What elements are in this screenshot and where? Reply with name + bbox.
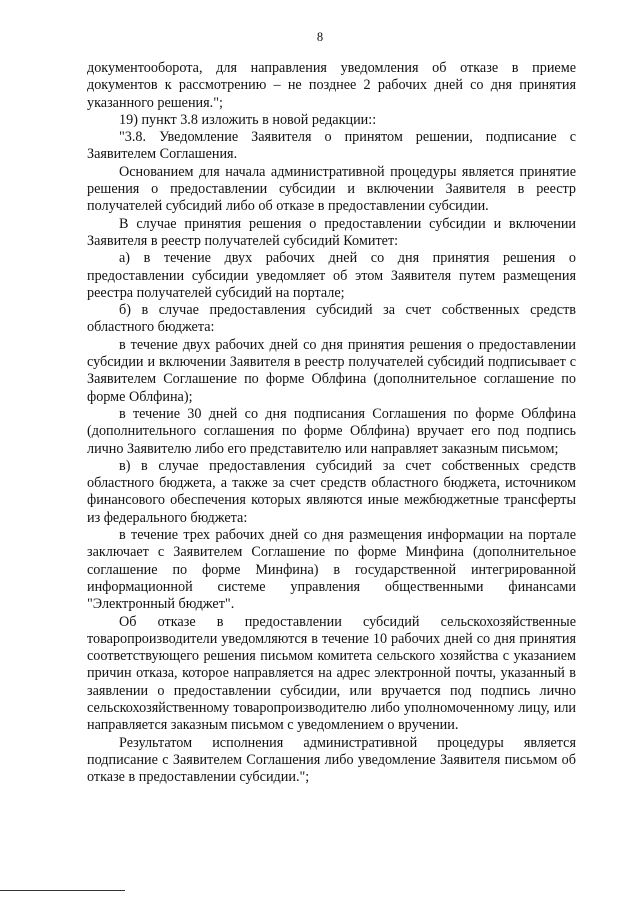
paragraph-subitem-b-term1: в течение двух рабочих дней со дня принятия решения о предоставлении субсидии и включении Заявителя в реестр получателей субсидий подписывает с Заявителем Соглашение по форме Облфина (дополнительное соглашение по форме Облфина); [87, 336, 576, 405]
document-body [87, 60, 576, 786]
paragraph-subitem-b-term2: в течение 30 дней со дня подписания Соглашения по форме Облфина (дополнительного соглашения по форме Облфина) вручает его под подпись лично Заявителю либо его представителю или направляет заказным письмом; [87, 405, 576, 457]
paragraph-basis: Основанием для начала административной процедуры является принятие решения о предоставлении субсидии и включении Заявителя в реестр получателей субсидий либо об отказе в предоставлении субсидии. [87, 163, 576, 215]
paragraph-subitem-a: а) в течение двух рабочих дней со дня принятия решения о предоставлении субсидии уведомляет об этом Заявителя путем размещения реестра получателей субсидий на портале; [87, 250, 576, 301]
page-number: 8 [316, 30, 324, 44]
paragraph-section-heading: "3.8. Уведомление Заявителя о принятом решении, подписание с Заявителем Соглашения. [87, 129, 576, 163]
paragraph-result: Результатом исполнения административной процедуры является подписание с Заявителем Соглашения либо уведомление Заявителя письмом об отказе в предоставлении субсидии."; [87, 734, 576, 786]
paragraph-subitem-c: в) в случае предоставления субсидий за счет собственных средств областного бюджета, а также за счет средств областного бюджета, источником финансового обеспечения которых являются иные межбюджетные трансферты из федерального бюджета: [87, 457, 576, 526]
paragraph-amendment-item: 19) пункт 3.8 изложить в новой редакции:: [119, 111, 377, 128]
footer-divider [0, 890, 125, 891]
paragraph-subitem-b: б) в случае предоставления субсидий за счет собственных средств областного бюджета: [87, 302, 576, 336]
paragraph-subitem-c-term: в течение трех рабочих дней со дня размещения информации на портале заключает с Заявителем Соглашение по форме Минфина (дополнительное соглашение по форме Минфина) в государственной интегрированной информационной системе управления общественными финансами "Электронный бюджет". [87, 527, 576, 613]
paragraph-refusal: Об отказе в предоставлении субсидий сельскохозяйственные товаропроизводители уведомляются в течение 10 рабочих дней со дня принятия соответствующего решения письмом комитета сельского хозяйства с указанием причин отказа, которое направляется на адрес электронной почты, указанный в заявлении о предоставлении субсидии, или вручается под подпись лично сельскохозяйственному товаропроизводителю либо уполномоченному лицу, или направляется заказным письмом с уведомлением о вручении. [87, 613, 576, 734]
paragraph-continuation: документооборота, для направления уведомления об отказе в приеме документов к рассмотрению – не позднее 2 рабочих дней со дня принятия указанного решения."; [87, 60, 576, 111]
paragraph-decision-case: В случае принятия решения о предоставлении субсидии и включении Заявителя в реестр получателей субсидий Комитет: [87, 215, 576, 249]
